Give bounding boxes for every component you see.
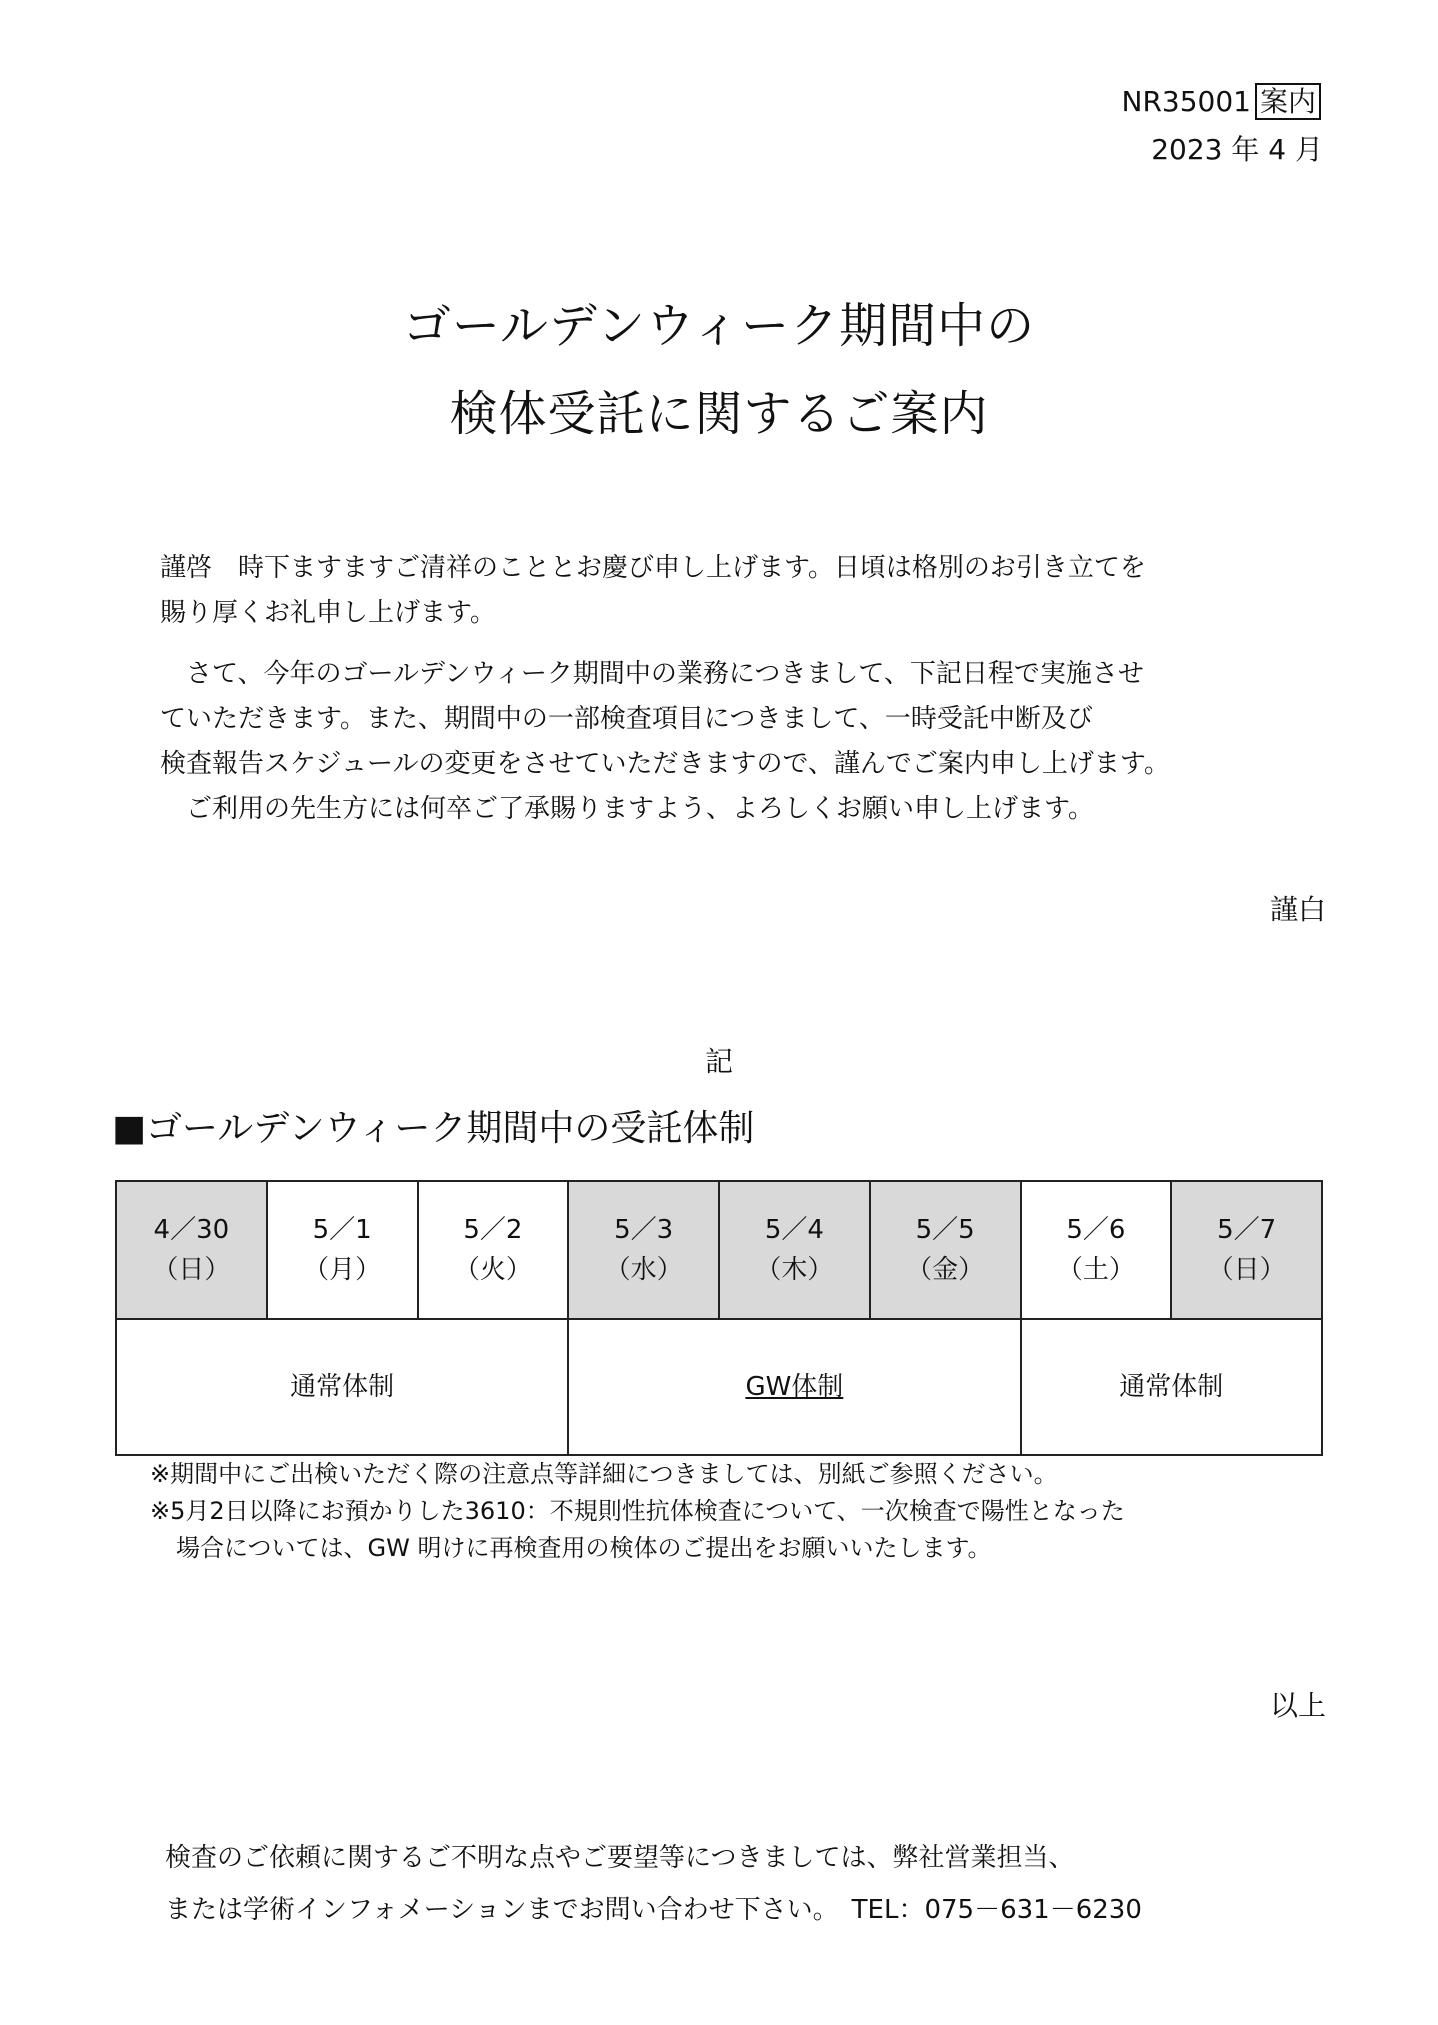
schedule-mode-row (116, 1319, 1322, 1455)
note-line: ※5月2日以降にお預かりした3610：不規則性抗体検査について、一次検査で陽性となった (150, 1497, 1125, 1525)
contact-footer (165, 1832, 1142, 1936)
main-paragraph (160, 652, 1300, 832)
day-cell: 5／5 （金） (870, 1181, 1021, 1319)
day-cell: 5／3 （水） (568, 1181, 719, 1319)
schedule-table (115, 1180, 1323, 1456)
body-line: 賜り厚くお礼申し上げます。 (160, 598, 496, 628)
day-cell: 4／30 （日） (116, 1181, 267, 1319)
day-cell: 5／1 （月） (267, 1181, 418, 1319)
greeting-paragraph (160, 546, 1300, 636)
body-line: 検査報告スケジュールの変更をさせていただきますので、謹んでご案内申し上げます。 (160, 749, 1170, 779)
page-title-line2: 検体受託に関するご案内 (449, 386, 989, 442)
doc-number-text: NR35001 (1121, 85, 1251, 118)
notes (150, 1456, 1125, 1567)
day-cell: 5／2 （火） (418, 1181, 569, 1319)
day-cell: 5／6 （土） (1021, 1181, 1172, 1319)
body-line: さて、今年のゴールデンウィーク期間中の業務につきまして、下記日程で実施させ (160, 659, 1144, 689)
closing-kinpaku: 謹白 (1269, 893, 1326, 926)
footer-line: 検査のご依頼に関するご不明な点やご要望等につきましては、弊社営業担当、 (165, 1843, 1075, 1873)
doc-type-box: 案内 (1255, 83, 1321, 120)
section-heading: ■ゴールデンウィーク期間中の受託体制 (112, 1108, 755, 1149)
day-cell: 5／7 （日） (1171, 1181, 1322, 1319)
end-mark: 以上 (1269, 1689, 1326, 1722)
schedule-days-row (116, 1181, 1322, 1319)
note-line: 場合については、GW 明けに再検査用の検体のご提出をお願いいたします。 (176, 1534, 992, 1562)
ki-marker: 記 (704, 1045, 733, 1078)
body-line: ご利用の先生方には何卒ご了承賜りますよう、よろしくお願い申し上げます。 (160, 794, 1094, 824)
body-line: ていただきます。また、期間中の一部検査項目につきまして、一時受託中断及び (160, 704, 1093, 734)
mode-cell-gw: GW体制 (568, 1319, 1020, 1455)
day-cell: 5／4 （木） (719, 1181, 870, 1319)
body-line: 謹啓 時下ますますご清祥のこととお慶び申し上げます。日頃は格別のお引き立てを (160, 553, 1146, 583)
mode-cell-normal: 通常体制 (116, 1319, 568, 1455)
issue-date: 2023 年 4 月 (1151, 133, 1323, 166)
mode-cell-normal: 通常体制 (1021, 1319, 1323, 1455)
document-number (1122, 84, 1322, 120)
footer-line: または学術インフォメーションまでお問い合わせ下さい。 TEL：075－631－6230 (165, 1895, 1142, 1925)
note-line: ※期間中にご出検いただく際の注意点等詳細につきましては、別紙ご参照ください。 (150, 1460, 1058, 1488)
page-title-line1: ゴールデンウィーク期間中の (402, 298, 1036, 354)
